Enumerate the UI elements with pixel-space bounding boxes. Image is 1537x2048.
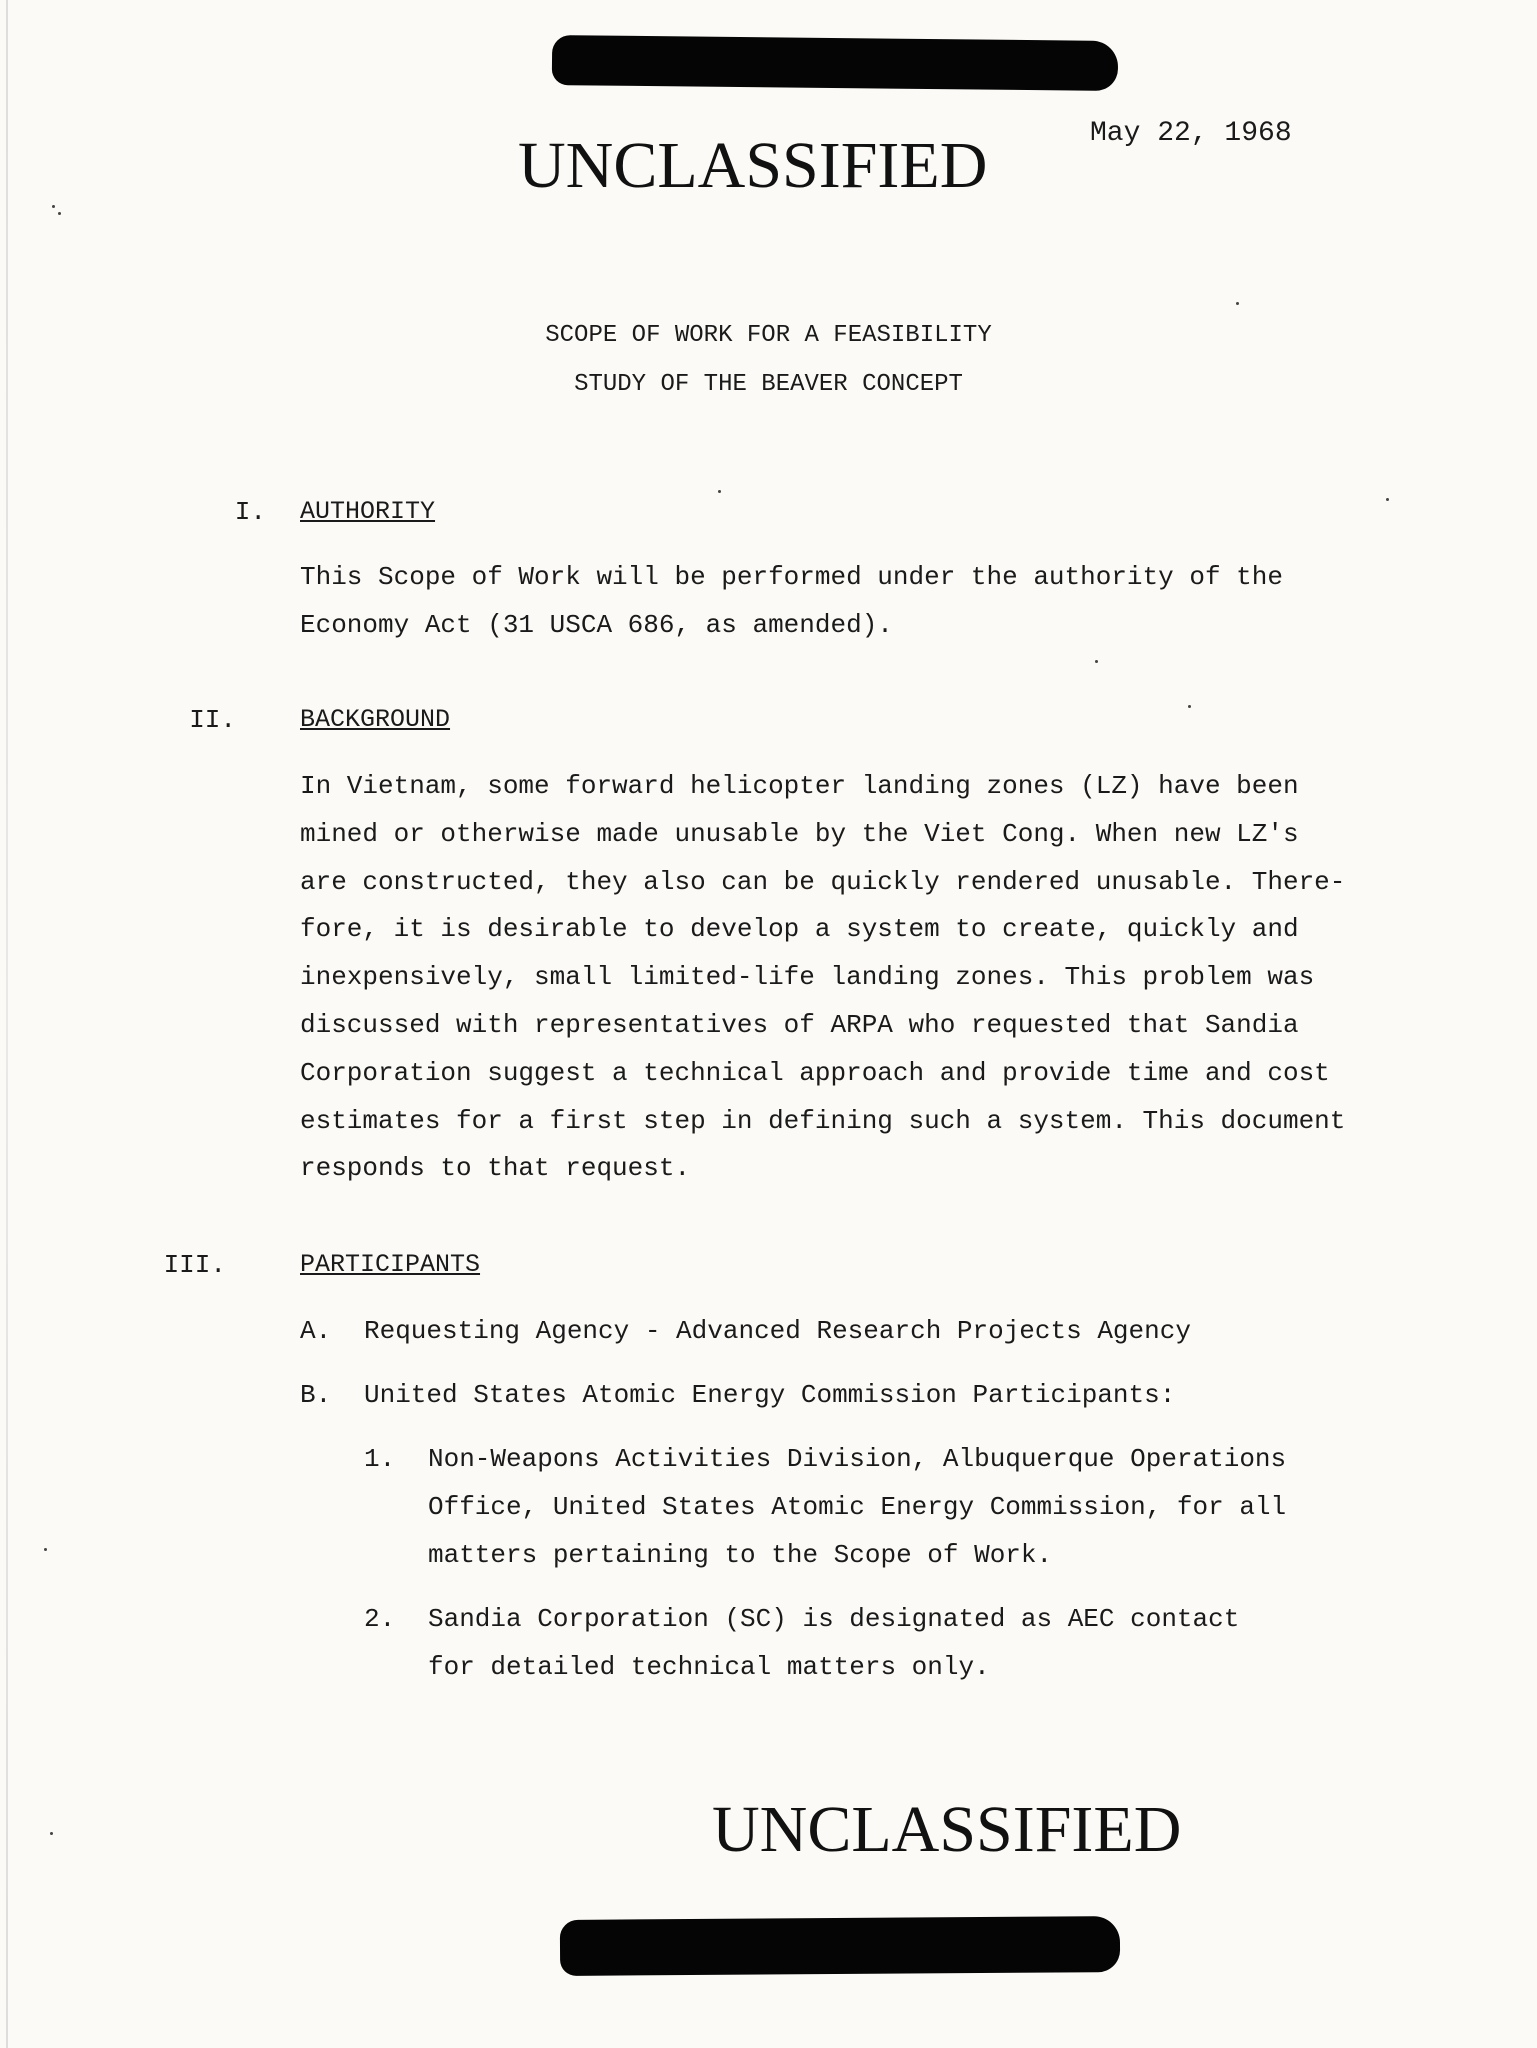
section-heading-background: BACKGROUND bbox=[300, 705, 451, 734]
section-number-1: I. bbox=[234, 497, 266, 527]
item-text: Non-Weapons Activities Division, Albuquerque Operations Office, United States Atomic Energy Commission, for all matters pertaining to the Scope of Work. bbox=[428, 1444, 1287, 1570]
scan-speck bbox=[718, 490, 721, 493]
item-marker: A. bbox=[300, 1316, 332, 1346]
scan-speck bbox=[1386, 498, 1389, 501]
background-paragraph: In Vietnam, some forward helicopter landing zones (LZ) have been mined or otherwise made unusable by the Viet Cong. When new LZ's are constructed, they also can be quickly rendered unusable. There- fore, it is desirable to develop a system to create, quickly and inexpensively, small limited-life landing zones. This problem was discussed with representatives of ARPA who requested that Sandia Corporation suggest a technical approach and provide time and cost estimates for a first step in defining such a system. This document responds to that request. bbox=[300, 771, 1346, 1184]
scan-speck bbox=[50, 1832, 53, 1835]
item-text: United States Atomic Energy Commission Participants: bbox=[364, 1380, 1176, 1410]
scan-speck bbox=[1236, 302, 1239, 305]
section-number-2: II. bbox=[189, 705, 236, 735]
document-title-line-2: STUDY OF THE BEAVER CONCEPT bbox=[574, 371, 963, 398]
scan-speck bbox=[44, 1548, 47, 1551]
item-text: Requesting Agency - Advanced Research Projects Agency bbox=[364, 1316, 1191, 1346]
redaction-bar-bottom bbox=[560, 1916, 1120, 1976]
item-marker: 1. bbox=[364, 1444, 396, 1474]
scan-speck bbox=[1095, 660, 1098, 663]
classification-stamp-top: UNCLASSIFIED bbox=[518, 129, 988, 202]
page-edge bbox=[6, 0, 8, 2048]
scan-speck bbox=[52, 205, 55, 208]
classification-stamp-bottom: UNCLASSIFIED bbox=[712, 1793, 1182, 1866]
document-title-line-1: SCOPE OF WORK FOR A FEASIBILITY bbox=[545, 322, 992, 349]
item-marker: B. bbox=[300, 1380, 332, 1410]
scan-speck bbox=[1188, 705, 1191, 708]
section-heading-participants: PARTICIPANTS bbox=[300, 1250, 481, 1279]
redaction-bar-top bbox=[552, 35, 1118, 91]
section-heading-authority: AUTHORITY bbox=[300, 497, 436, 526]
item-text: Sandia Corporation (SC) is designated as AEC contact for detailed technical matters only. bbox=[428, 1604, 1240, 1682]
item-marker: 2. bbox=[364, 1604, 396, 1634]
authority-paragraph: This Scope of Work will be performed under the authority of the Economy Act (31 USCA 686, as amended). bbox=[300, 562, 1283, 640]
section-number-3: III. bbox=[163, 1250, 226, 1280]
document-date: May 22, 1968 bbox=[1090, 118, 1292, 149]
scan-speck bbox=[58, 212, 61, 215]
